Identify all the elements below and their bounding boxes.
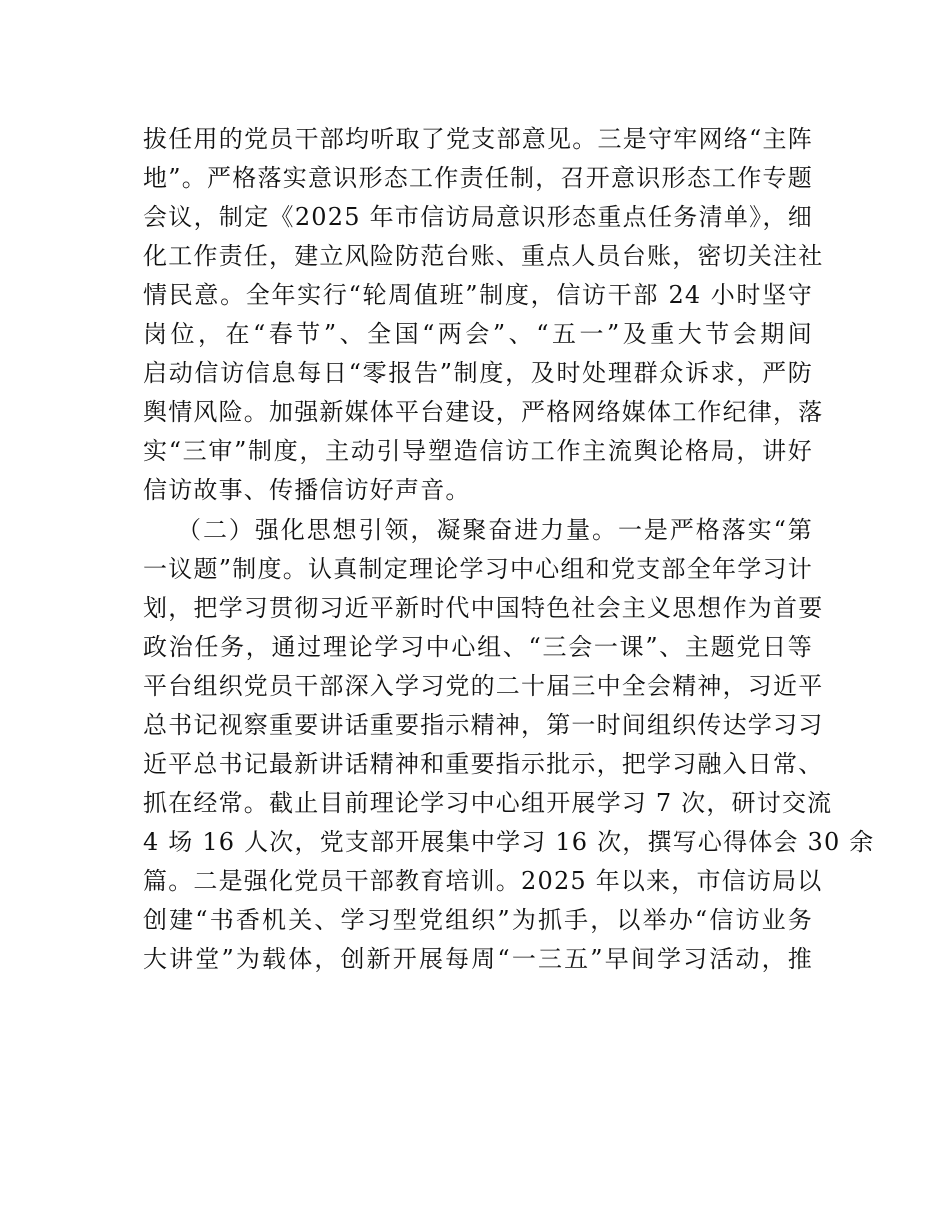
paragraph-1 bbox=[143, 120, 824, 510]
paragraph-line: 启动信访信息每日“零报告”制度，及时处理群众诉求，严防 bbox=[143, 359, 813, 387]
paragraph-line: 平台组织党员干部深入学习党的二十届三中全会精神，习近平 bbox=[143, 672, 824, 700]
paragraph-line: 一议题”制度。认真制定理论学习中心组和党支部全年学习计 bbox=[143, 555, 813, 583]
paragraph-line: 信访故事、传播信访好声音。 bbox=[143, 476, 471, 504]
paragraph-line: 政治任务，通过理论学习中心组、“三会一课”、主题党日等 bbox=[143, 633, 813, 661]
paragraph-line: 会议，制定《2025 年市信访局意识形态重点任务清单》，细 bbox=[143, 203, 813, 231]
paragraph-line: 4 场 16 人次，党支部开展集中学习 16 次，撰写心得体会 30 余 bbox=[143, 828, 875, 856]
paragraph-2 bbox=[143, 511, 875, 979]
paragraph-line: 总书记视察重要讲话重要指示精神，第一时间组织传达学习习 bbox=[143, 711, 824, 739]
paragraph-line: 拔任用的党员干部均听取了党支部意见。三是守牢网络“主阵 bbox=[143, 125, 813, 153]
paragraph-line: （二）强化思想引领，凝聚奋进力量。一是严格落实“第 bbox=[177, 516, 813, 544]
paragraph-line: 篇。二是强化党员干部教育培训。2025 年以来，市信访局以 bbox=[143, 867, 823, 895]
paragraph-line: 大讲堂”为载体，创新开展每周“一三五”早间学习活动，推 bbox=[143, 945, 813, 973]
paragraph-line: 创建“书香机关、学习型党组织”为抓手，以举办“信访业务 bbox=[143, 906, 813, 934]
paragraph-line: 舆情风险。加强新媒体平台建设，严格网络媒体工作纪律，落 bbox=[143, 398, 824, 426]
paragraph-line: 实“三审”制度，主动引导塑造信访工作主流舆论格局，讲好 bbox=[143, 437, 813, 465]
paragraph-line: 情民意。全年实行“轮周值班”制度，信访干部 24 小时坚守 bbox=[143, 281, 813, 309]
paragraph-line: 划，把学习贯彻习近平新时代中国特色社会主义思想作为首要 bbox=[143, 594, 824, 622]
paragraph-line: 抓在经常。截止目前理论学习中心组开展学习 7 次，研讨交流 bbox=[143, 789, 833, 817]
paragraph-line: 近平总书记最新讲话精神和重要指示批示，把学习融入日常、 bbox=[143, 750, 824, 778]
paragraph-line: 化工作责任，建立风险防范台账、重点人员台账，密切关注社 bbox=[143, 242, 824, 270]
paragraph-line: 地”。严格落实意识形态工作责任制，召开意识形态工作专题 bbox=[143, 164, 813, 192]
paragraph-line: 岗位，在“春节”、全国“两会”、“五一”及重大节会期间 bbox=[143, 320, 813, 348]
